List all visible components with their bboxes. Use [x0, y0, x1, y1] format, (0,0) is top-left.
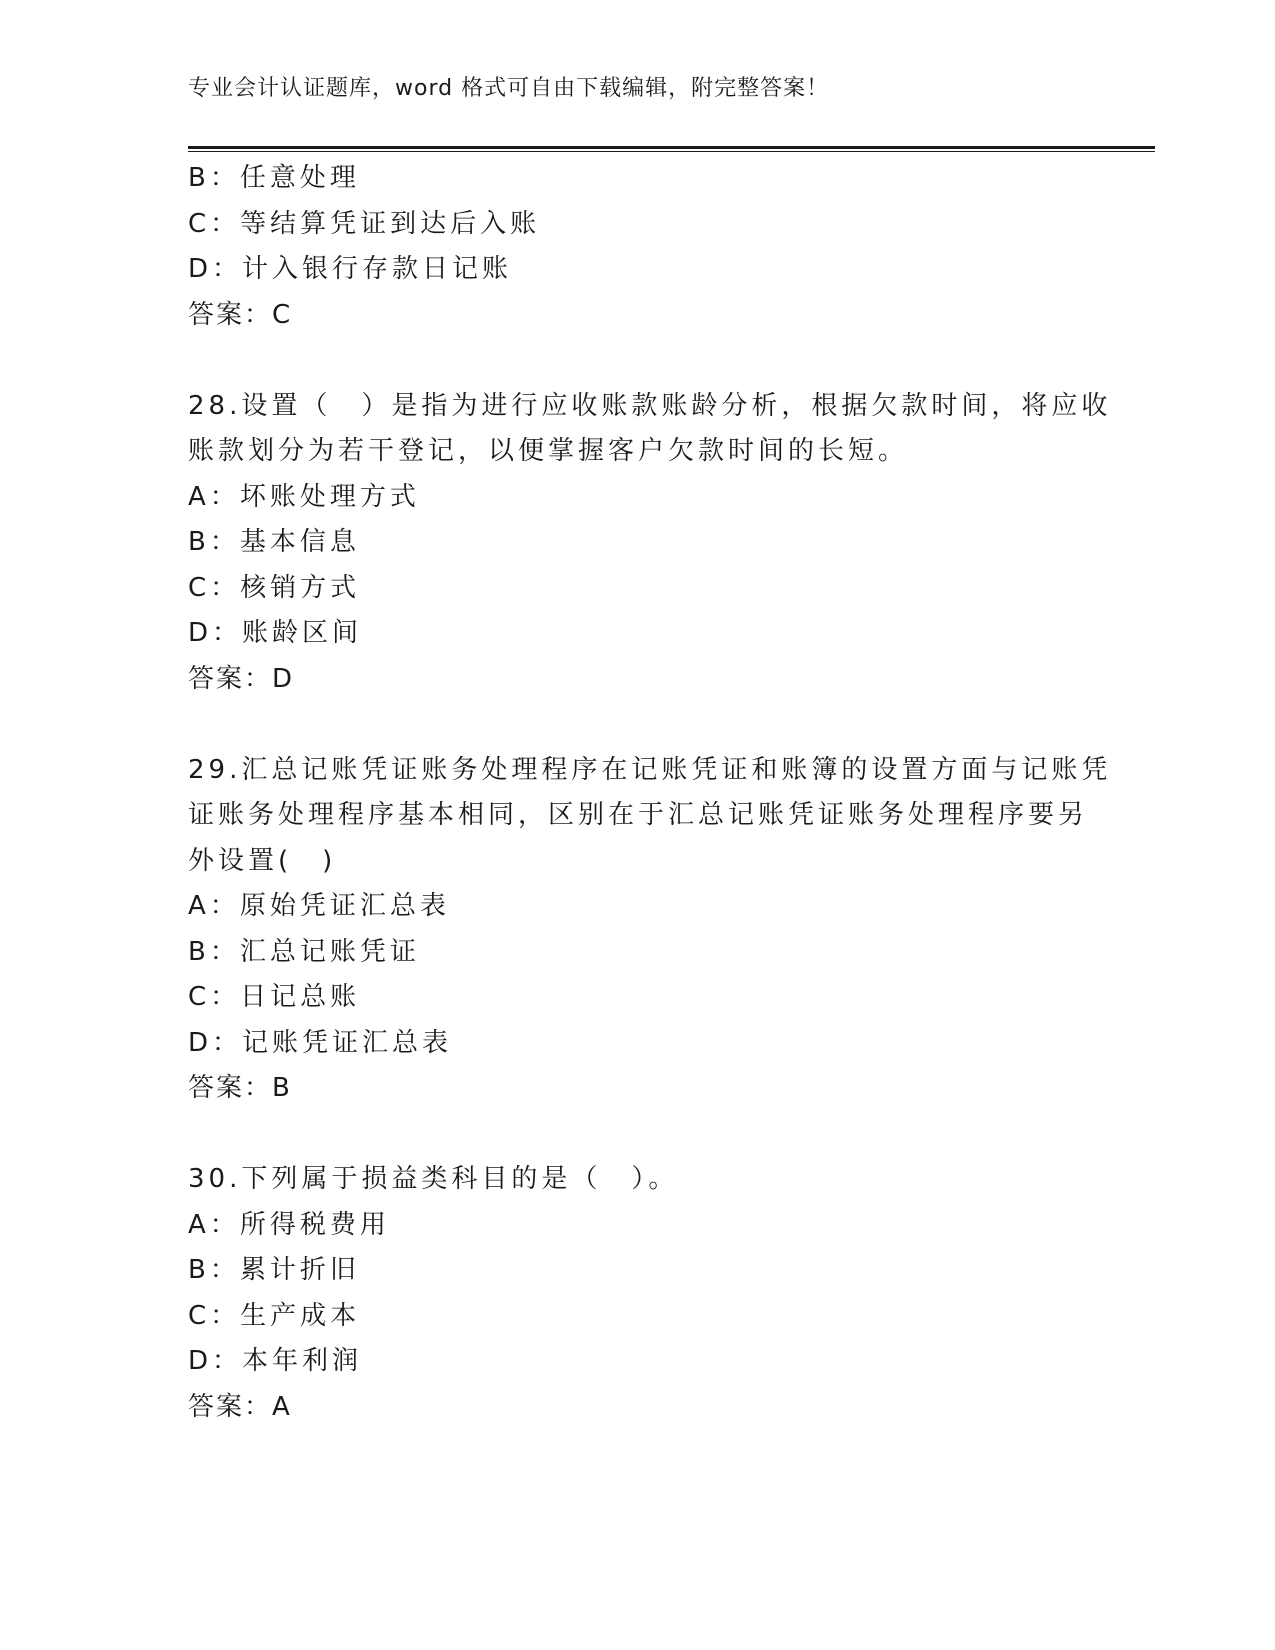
- question-stem-line: 28.设置（ ）是指为进行应收账款账龄分析，根据欠款时间，将应收: [188, 390, 1112, 421]
- option-c: C：核销方式: [188, 572, 361, 603]
- option-b: B：累计折旧: [188, 1255, 360, 1285]
- answer-line: 答案：D: [188, 663, 295, 694]
- option-a: A：坏账处理方式: [188, 481, 420, 512]
- option-d: D：账龄区间: [188, 618, 363, 648]
- continued-question: [188, 156, 1088, 338]
- header-rule-thick: [188, 146, 1155, 149]
- option-d: D：本年利润: [188, 1346, 363, 1376]
- question-30: [188, 1157, 1088, 1430]
- page-header: 专业会计认证题库，word 格式可自由下载编辑，附完整答案！: [188, 76, 830, 101]
- option-a: A：原始凭证汇总表: [188, 891, 450, 921]
- option-c: C：日记总账: [188, 982, 361, 1012]
- answer-line: 答案：A: [188, 1391, 292, 1422]
- question-content: [188, 156, 1112, 1430]
- question-stem-line: 账款划分为若干登记，以便掌握客户欠款时间的长短。: [188, 436, 909, 466]
- question-stem-line: 29.汇总记账凭证账务处理程序在记账凭证和账簿的设置方面与记账凭: [188, 754, 1112, 785]
- question-29: [188, 748, 1112, 1112]
- option-b: B：汇总记账凭证: [188, 936, 420, 967]
- option-b: B：任意处理: [188, 163, 360, 193]
- option-c: C：生产成本: [188, 1300, 361, 1331]
- question-stem-line: 外设置( ): [188, 845, 337, 876]
- option-b: B：基本信息: [188, 527, 360, 557]
- question-28: [188, 384, 1112, 703]
- answer-line: 答案：C: [188, 299, 293, 330]
- option-a: A：所得税费用: [188, 1209, 390, 1240]
- question-stem-line: 30.下列属于损益类科目的是（ ）。: [188, 1164, 679, 1194]
- option-d: D：计入银行存款日记账: [188, 254, 513, 284]
- answer-line: 答案：B: [188, 1073, 292, 1103]
- question-stem-line: 证账务处理程序基本相同，区别在于汇总记账凭证账务处理程序要另: [188, 800, 1089, 830]
- option-c: C：等结算凭证到达后入账: [188, 208, 541, 239]
- header-rule-thin: [188, 151, 1155, 152]
- option-d: D：记账凭证汇总表: [188, 1027, 453, 1058]
